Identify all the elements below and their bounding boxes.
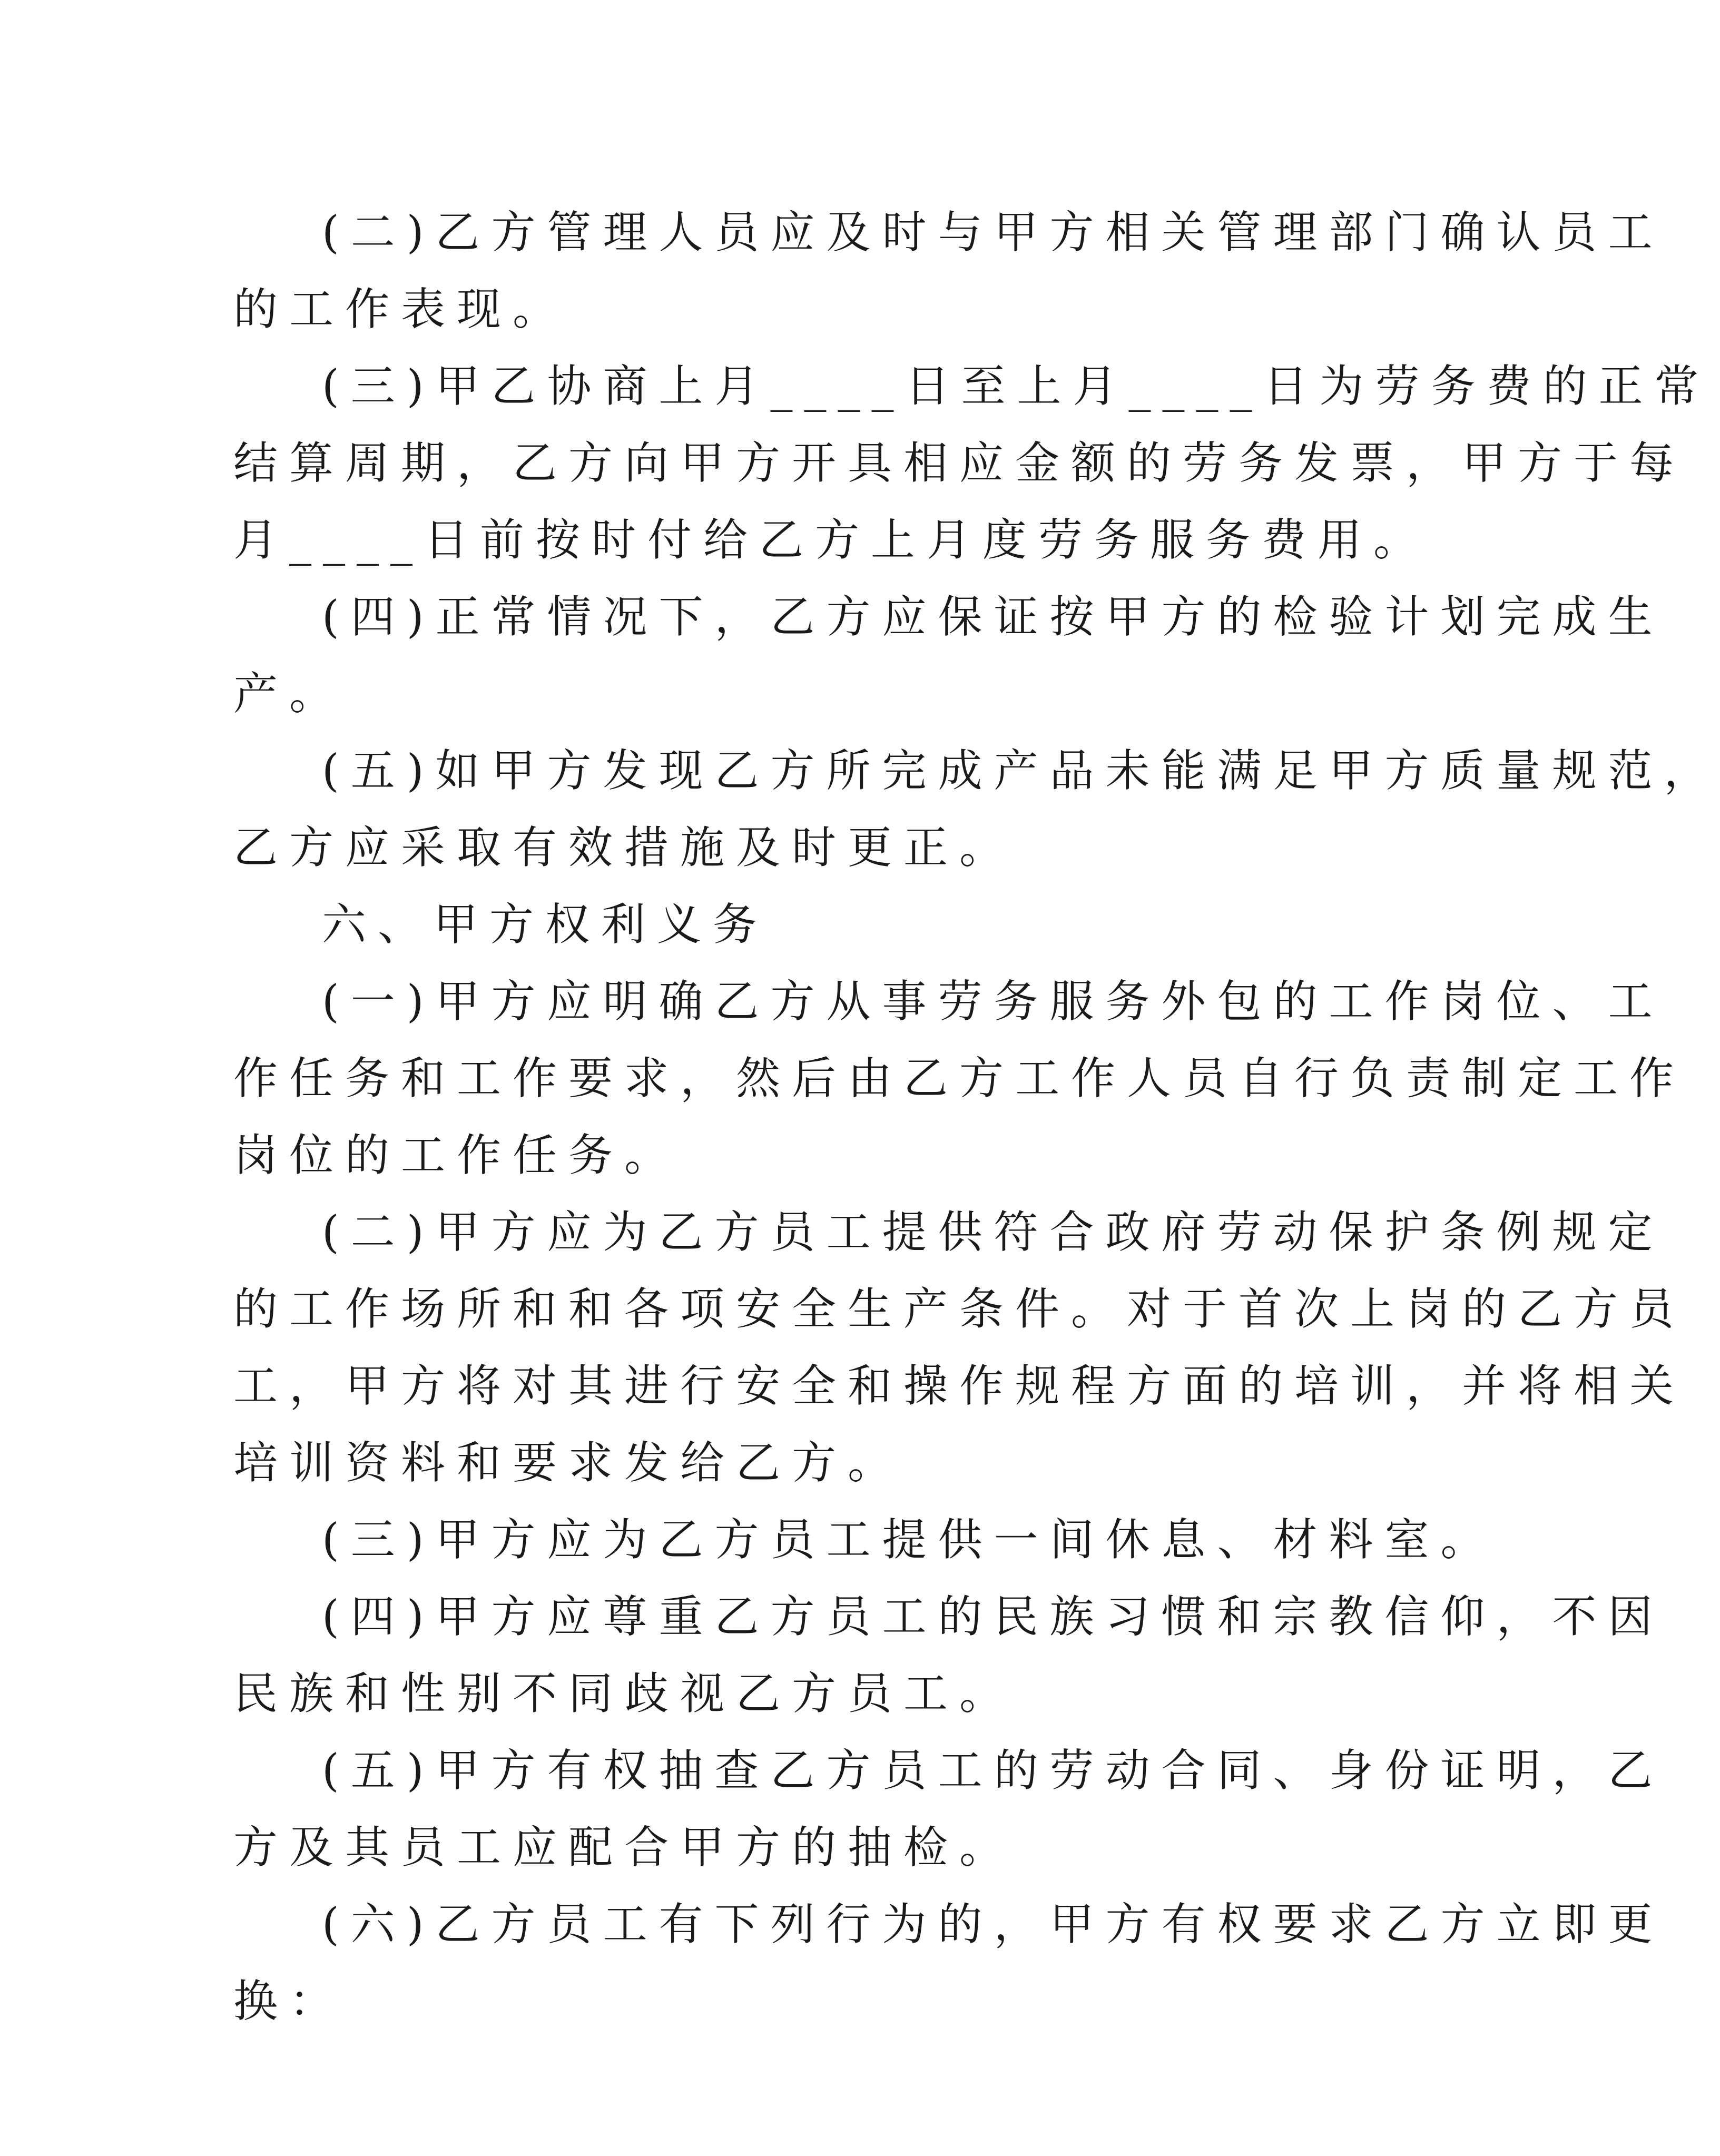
- paragraph-clause-2-staff-confirmation: [233, 194, 1664, 348]
- paragraph-clause-5-quality: [233, 732, 1720, 886]
- text-line: (二)乙方管理人员应及时与甲方相关管理部门确认员工: [322, 206, 1664, 258]
- text-line: 作任务和工作要求，然后由乙方工作人员自行负责制定工作: [233, 1052, 1686, 1104]
- paragraph-a-clause-5-inspection: [233, 1732, 1664, 1886]
- section-heading-party-a-rights: [233, 886, 1292, 963]
- text-line: (五)甲方有权抽查乙方员工的劳动合同、身份证明，乙: [322, 1745, 1664, 1796]
- paragraph-a-clause-4-respect: [233, 1578, 1664, 1732]
- text-line: (三)甲方应为乙方员工提供一间休息、材料室。: [322, 1514, 1497, 1566]
- paragraph-a-clause-1-positions: [233, 963, 1686, 1194]
- paragraph-a-clause-6-replacement: [233, 1886, 1664, 2040]
- text-line: 的工作场所和和各项安全生产条件。对于首次上岗的乙方员: [233, 1283, 1686, 1335]
- paragraph-clause-3-settlement: [233, 348, 1711, 578]
- paragraph-a-clause-2-safety: [233, 1194, 1686, 1501]
- text-line: (三)甲乙协商上月____日至上月____日为劳务费的正常: [322, 360, 1711, 412]
- text-line: (四)甲方应尊重乙方员工的民族习惯和宗教信仰，不因: [322, 1591, 1664, 1642]
- text-line: 民族和性别不同歧视乙方员工。: [233, 1668, 1016, 1719]
- paragraph-a-clause-3-rest-room: [233, 1501, 1497, 1578]
- text-line: 月____日前按时付给乙方上月度劳务服务费用。: [233, 514, 1430, 566]
- text-line: 的工作表现。: [233, 283, 569, 335]
- text-line: 培训资料和要求发给乙方。: [233, 1437, 904, 1489]
- text-line: (二)甲方应为乙方员工提供符合政府劳动保护条例规定: [322, 1206, 1664, 1258]
- text-line: 产。: [233, 668, 346, 720]
- document-body: [233, 194, 1720, 2040]
- text-line: (四)正常情况下，乙方应保证按甲方的检验计划完成生: [322, 591, 1664, 643]
- text-line: (五)如甲方发现乙方所完成产品未能满足甲方质量规范，: [322, 745, 1720, 796]
- text-line: 岗位的工作任务。: [233, 1129, 681, 1181]
- text-line: (一)甲方应明确乙方从事劳务服务外包的工作岗位、工: [322, 976, 1664, 1027]
- text-line: 方及其员工应配合甲方的抽检。: [233, 1822, 1016, 1873]
- text-line: 换：: [233, 1975, 346, 2027]
- text-line: (六)乙方员工有下列行为的，甲方有权要求乙方立即更: [322, 1898, 1664, 1950]
- text-line: 工，甲方将对其进行安全和操作规程方面的培训，并将相关: [233, 1360, 1686, 1412]
- text-line: 乙方应采取有效措施及时更正。: [233, 822, 1016, 873]
- section-heading: 六、甲方权利义务: [322, 899, 769, 950]
- text-line: 结算周期，乙方向甲方开具相应金额的劳务发票，甲方于每: [233, 437, 1686, 489]
- paragraph-clause-4-production: [233, 578, 1664, 732]
